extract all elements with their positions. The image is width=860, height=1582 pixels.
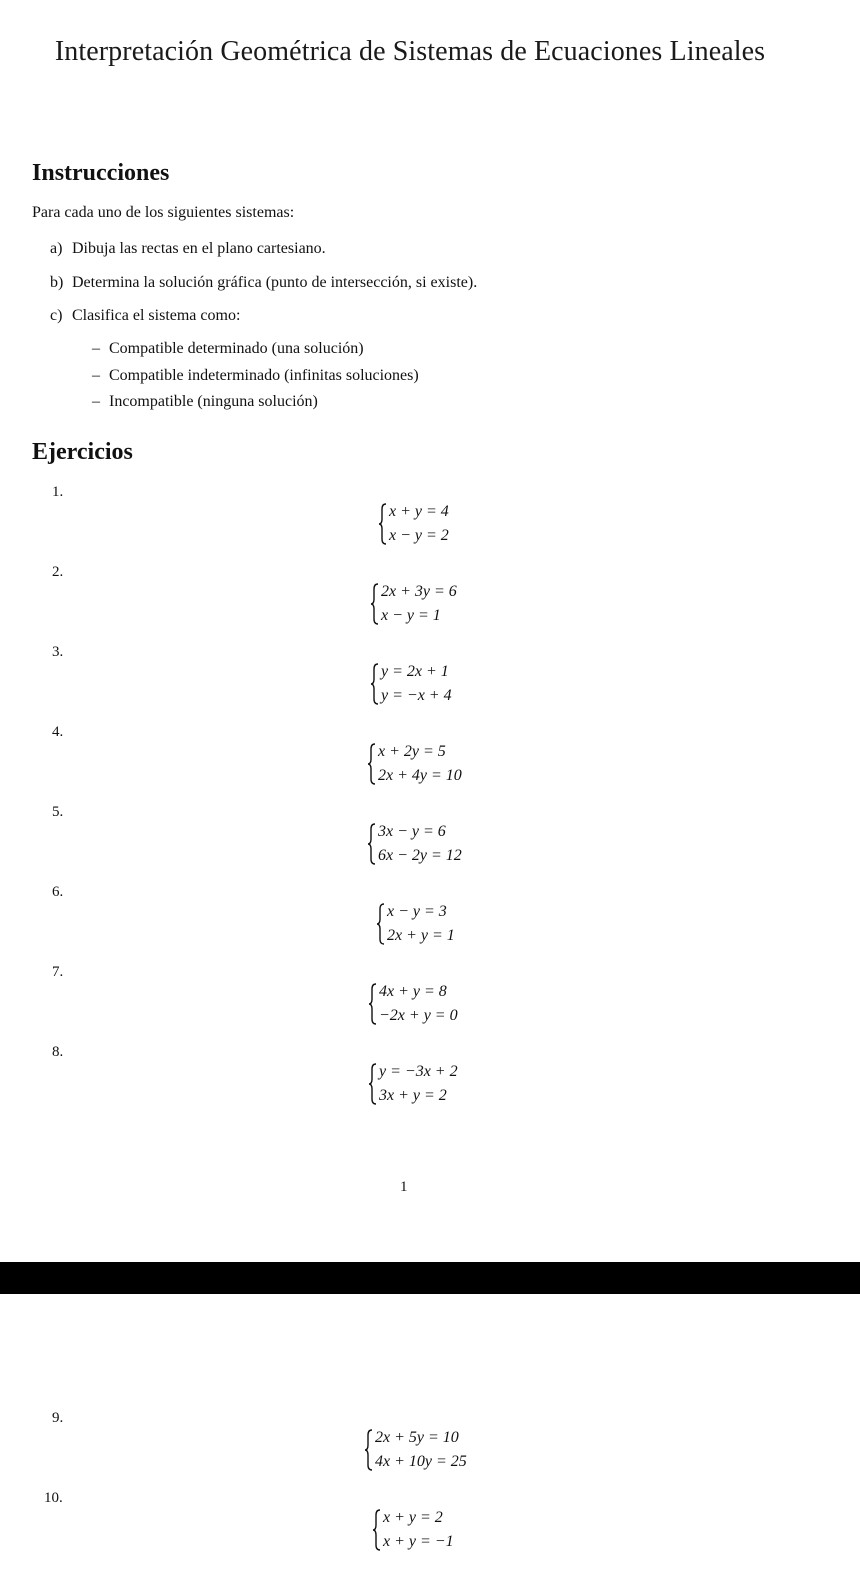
classification-item xyxy=(92,393,318,411)
classification-item xyxy=(92,367,419,385)
equation: x − y = 1 xyxy=(381,607,441,624)
equation: x + y = 2 xyxy=(383,1509,443,1526)
brace-icon xyxy=(370,583,379,625)
brace-icon xyxy=(376,903,385,945)
equation: y = −3x + 2 xyxy=(379,1063,458,1080)
instruction-label: b) xyxy=(50,274,64,291)
exercise-number: 3. xyxy=(52,644,64,660)
exercise-number: 9. xyxy=(52,1410,64,1426)
instruction-item-a xyxy=(50,240,326,258)
instruction-text: Clasifica el sistema como: xyxy=(72,307,241,324)
equation: x − y = 3 xyxy=(387,903,447,920)
classification-text: Incompatible (ninguna solución) xyxy=(109,393,318,410)
instruction-item-b xyxy=(50,274,477,292)
classification-item xyxy=(92,340,364,358)
exercise-number: 8. xyxy=(52,1044,64,1060)
equation: 6x − 2y = 12 xyxy=(378,847,462,864)
document-title: Interpretación Geométrica de Sistemas de Ecuaciones Lineales xyxy=(54,36,766,67)
brace-icon xyxy=(364,1429,373,1471)
classification-dash: – xyxy=(92,393,100,410)
equation: 4x + y = 8 xyxy=(379,983,447,1000)
equation-system xyxy=(368,1060,458,1108)
classification-text: Compatible indeterminado (infinitas soluciones) xyxy=(109,367,419,384)
instruction-label: a) xyxy=(50,240,63,257)
brace-icon xyxy=(372,1509,381,1551)
equation-system xyxy=(370,580,457,628)
exercise-number: 2. xyxy=(52,564,64,580)
instruction-text: Determina la solución gráfica (punto de intersección, si existe). xyxy=(72,274,478,291)
classification-dash: – xyxy=(92,367,100,384)
exercise-number: 7. xyxy=(52,964,64,980)
equation: −2x + y = 0 xyxy=(379,1007,458,1024)
exercise-number: 1. xyxy=(52,484,64,500)
page-separator xyxy=(0,1262,860,1294)
brace-icon xyxy=(367,823,376,865)
instructions-heading: Instrucciones xyxy=(32,160,170,186)
equation: y = −x + 4 xyxy=(381,687,452,704)
equation-system xyxy=(376,900,455,948)
equation: 3x + y = 2 xyxy=(379,1087,447,1104)
classification-dash: – xyxy=(92,340,100,357)
equation-system xyxy=(368,980,458,1028)
equation-system xyxy=(367,820,462,868)
brace-icon xyxy=(378,503,387,545)
equation: x + y = −1 xyxy=(383,1533,454,1550)
instructions-intro: Para cada uno de los siguientes sistemas: xyxy=(32,204,295,221)
exercise-number: 4. xyxy=(52,724,64,740)
equation-system xyxy=(378,500,449,548)
equation: x − y = 2 xyxy=(389,527,449,544)
equation: 2x + y = 1 xyxy=(387,927,455,944)
page-2 xyxy=(0,1294,860,1582)
page-number: 1 xyxy=(400,1179,408,1195)
exercise-number: 6. xyxy=(52,884,64,900)
brace-icon xyxy=(367,743,376,785)
brace-icon xyxy=(368,983,377,1025)
equation: y = 2x + 1 xyxy=(381,663,449,680)
brace-icon xyxy=(368,1063,377,1105)
equation: x + 2y = 5 xyxy=(378,743,446,760)
equation: 4x + 10y = 25 xyxy=(375,1453,467,1470)
equation-system xyxy=(372,1506,454,1554)
equation: 3x − y = 6 xyxy=(378,823,446,840)
brace-icon xyxy=(370,663,379,705)
instruction-item-c xyxy=(50,307,240,325)
equation-system xyxy=(370,660,452,708)
exercises-heading: Ejercicios xyxy=(32,439,133,465)
equation-system xyxy=(367,740,462,788)
classification-text: Compatible determinado (una solución) xyxy=(109,340,364,357)
exercise-number: 5. xyxy=(52,804,64,820)
equation: 2x + 3y = 6 xyxy=(381,583,457,600)
equation: 2x + 4y = 10 xyxy=(378,767,462,784)
exercise-number: 10. xyxy=(44,1490,63,1506)
instruction-label: c) xyxy=(50,307,63,324)
equation-system xyxy=(364,1426,467,1474)
equation: 2x + 5y = 10 xyxy=(375,1429,459,1446)
instruction-text: Dibuja las rectas en el plano cartesiano. xyxy=(72,240,326,257)
equation: x + y = 4 xyxy=(389,503,449,520)
